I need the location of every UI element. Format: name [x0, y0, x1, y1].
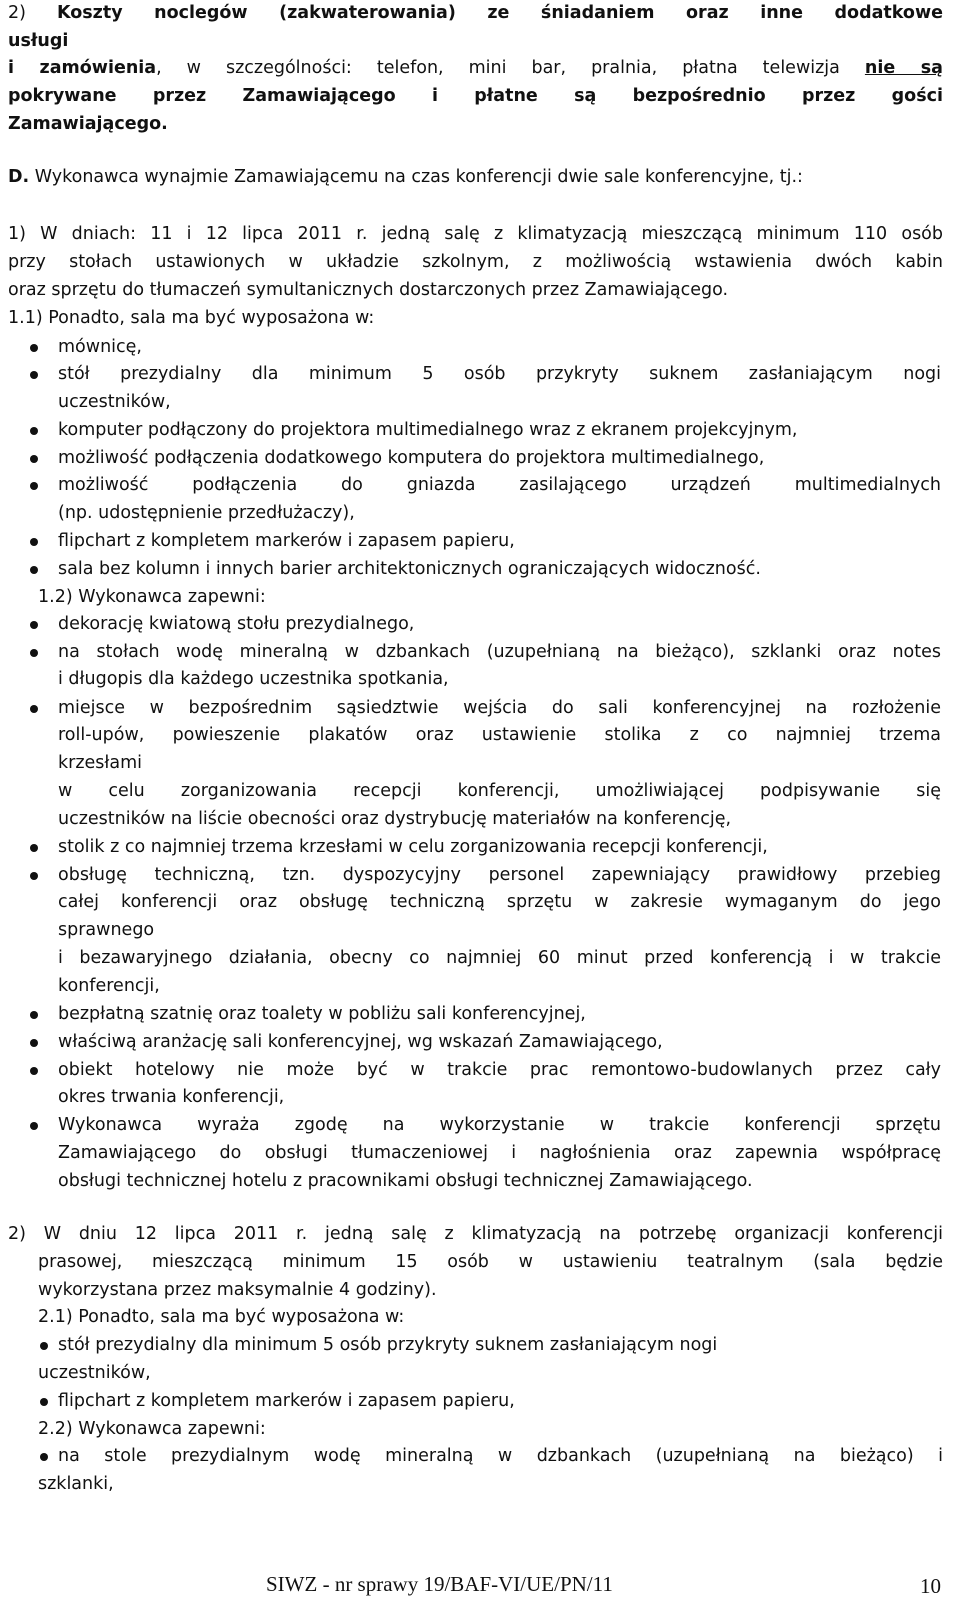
- list-item-continuation: całej konferencji oraz obsługę techniczną sprzętu w zakresie wymaganym do jego: [58, 892, 941, 912]
- list-item: dekorację kwiatową stołu prezydialnego,: [58, 614, 415, 634]
- p2-1-heading: 2.1) Ponadto, sala ma być wyposażona w:: [38, 1307, 405, 1327]
- p1-line-3: oraz sprzętu do tłumaczeń symultanicznych dostarczonych przez Zamawiającego.: [8, 280, 729, 300]
- list-item: mównicę,: [58, 337, 142, 357]
- bullet-icon: [30, 844, 38, 852]
- list-item: bezpłatną szatnię oraz toalety w pobliżu sali konferencyjnej,: [58, 1004, 586, 1024]
- bullet-icon: [30, 649, 38, 657]
- list-item-continuation: szklanki,: [38, 1474, 114, 1494]
- bullet-icon: [30, 455, 38, 463]
- bullet-icon: [30, 344, 38, 352]
- list-item: sala bez kolumn i innych barier architektonicznych ograniczających widoczność.: [58, 559, 761, 579]
- section-2-heading-line-1: [8, 2, 943, 24]
- list-item: flipchart z kompletem markerów i zapasem papieru,: [58, 1391, 515, 1411]
- list-item: obiekt hotelowy nie może być w trakcie prac remontowo-budowlanych przez cały: [58, 1060, 941, 1080]
- section-2-heading-bold: Koszty noclegów (zakwaterowania) ze śniadaniem oraz inne dodatkowe: [56, 3, 943, 23]
- bullet-icon: [30, 538, 38, 546]
- section-d-text: Wykonawca wynajmie Zamawiającemu na czas konferencji dwie sale konferencyjne, tj.:: [29, 167, 803, 187]
- section-2-heading-line-2: usługi: [8, 31, 69, 51]
- section-d-label: D.: [8, 167, 30, 187]
- page-footer: SIWZ - nr sprawy 19/BAF-VI/UE/PN/11: [266, 1572, 613, 1596]
- bullet-icon: [30, 371, 38, 379]
- bullet-icon: [30, 482, 38, 490]
- list-item-continuation: okres trwania konferencji,: [58, 1087, 285, 1107]
- list-item: stolik z co najmniej trzema krzesłami w celu zorganizowania recepcji konferencji,: [58, 837, 768, 857]
- p2-2-heading: 2.2) Wykonawca zapewni:: [38, 1419, 266, 1439]
- list-item-continuation: konferencji,: [58, 976, 160, 996]
- bullet-icon: [30, 427, 38, 435]
- section-2-number: 2): [8, 3, 26, 23]
- list-item-continuation: krzesłami: [58, 753, 143, 773]
- list-item: możliwość podłączenia do gniazda zasilającego urządzeń multimedialnych: [58, 475, 941, 495]
- bullet-icon: [30, 621, 38, 629]
- list-item: na stole prezydialnym wodę mineralną w dzbankach (uzupełnianą na bieżąco) i: [58, 1446, 943, 1466]
- list-item: na stołach wodę mineralną w dzbankach (uzupełnianą na bieżąco), szklanki oraz notes: [58, 642, 941, 662]
- list-item: miejsce w bezpośrednim sąsiedztwie wejścia do sali konferencyjnej na rozłożenie: [58, 698, 941, 718]
- list-item-continuation: i długopis dla każdego uczestnika spotkania,: [58, 669, 449, 689]
- p2-line-2: prasowej, mieszczącą minimum 15 osób w ustawieniu teatralnym (sala będzie: [38, 1252, 943, 1272]
- p1-line-2: przy stołach ustawionych w układzie szkolnym, z możliwością wstawienia dwóch kabin: [8, 252, 943, 272]
- list-item: flipchart z kompletem markerów i zapasem papieru,: [58, 531, 515, 551]
- section-2-heading-line-3: [8, 57, 943, 79]
- section-d-intro: [8, 166, 803, 188]
- list-item-continuation: uczestników,: [58, 392, 171, 412]
- section-2-normal-text: , w szczególności: telefon, mini bar, pralnia, płatna telewizja: [156, 58, 865, 78]
- p1-line-1: 1) W dniach: 11 i 12 lipca 2011 r. jedną salę z klimatyzacją mieszczącą minimum 110 osób: [8, 224, 943, 244]
- p1-2-heading: 1.2) Wykonawca zapewni:: [38, 587, 266, 607]
- bullet-icon: [30, 1011, 38, 1019]
- list-item: właściwą aranżację sali konferencyjnej, wg wskazań Zamawiającego,: [58, 1032, 663, 1052]
- list-item: stół prezydialny dla minimum 5 osób przykryty suknem zasłaniającym nogi: [58, 1335, 718, 1355]
- list-item: stół prezydialny dla minimum 5 osób przykryty suknem zasłaniającym nogi: [58, 364, 941, 384]
- list-item: komputer podłączony do projektora multimedialnego wraz z ekranem projekcyjnym,: [58, 420, 798, 440]
- list-item-continuation: roll-upów, powieszenie plakatów oraz ustawienie stolika z co najmniej trzema: [58, 725, 941, 745]
- bullet-icon: [40, 1453, 48, 1461]
- list-item-continuation: w celu zorganizowania recepcji konferencji, umożliwiającej podpisywanie się: [58, 781, 941, 801]
- list-item-continuation: i bezawaryjnego działania, obecny co najmniej 60 minut przed konferencją i w trakcie: [58, 948, 941, 968]
- bullet-icon: [40, 1398, 48, 1406]
- bullet-icon: [30, 872, 38, 880]
- bullet-icon: [30, 705, 38, 713]
- p2-line-1: 2) W dniu 12 lipca 2011 r. jedną salę z klimatyzacją na potrzebę organizacji konferencji: [8, 1224, 943, 1244]
- list-item: możliwość podłączenia dodatkowego komputera do projektora multimedialnego,: [58, 448, 765, 468]
- list-item-continuation: sprawnego: [58, 920, 155, 940]
- page-number: 10: [920, 1574, 941, 1598]
- list-item-continuation: (np. udostępnienie przedłużaczy),: [58, 503, 355, 523]
- section-2-underlined-bold: nie są: [864, 58, 943, 78]
- section-2-bold-zamowienia: i zamówienia: [8, 58, 157, 78]
- list-item-continuation: obsługi technicznej hotelu z pracownikami obsługi technicznej Zamawiającego.: [58, 1171, 753, 1191]
- bullet-icon: [30, 1039, 38, 1047]
- list-item-continuation: Zamawiającego do obsługi tłumaczeniowej i nagłośnienia oraz zapewnia współpracę: [58, 1143, 941, 1163]
- list-item: Wykonawca wyraża zgodę na wykorzystanie w trakcie konferencji sprzętu: [58, 1115, 941, 1135]
- bullet-icon: [30, 1067, 38, 1075]
- p2-line-3: wykorzystana przez maksymalnie 4 godziny).: [38, 1280, 437, 1300]
- bullet-icon: [40, 1342, 48, 1350]
- bullet-icon: [30, 566, 38, 574]
- list-item-continuation: uczestników,: [38, 1363, 151, 1383]
- list-item-continuation: uczestników na liście obecności oraz dystrybucję materiałów na konferencję,: [58, 809, 732, 829]
- section-2-heading-line-5: Zamawiającego.: [8, 114, 168, 134]
- p1-1-heading: 1.1) Ponadto, sala ma być wyposażona w:: [8, 308, 375, 328]
- list-item: obsługę techniczną, tzn. dyspozycyjny personel zapewniający prawidłowy przebieg: [58, 865, 941, 885]
- bullet-icon: [30, 1122, 38, 1130]
- section-2-heading-line-4: pokrywane przez Zamawiającego i płatne są bezpośrednio przez gości: [8, 86, 943, 106]
